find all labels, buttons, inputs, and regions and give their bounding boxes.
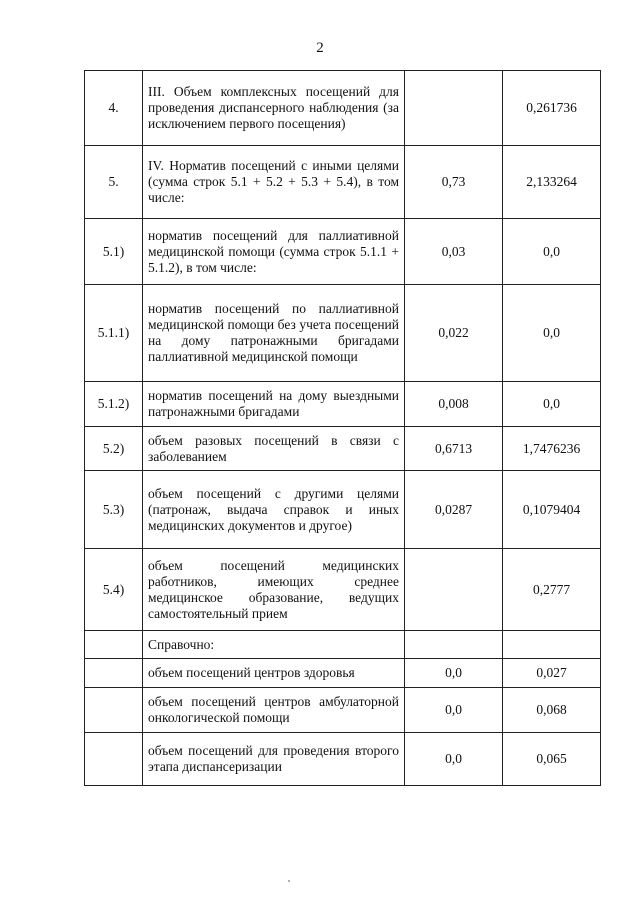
row-description: III. Объем комплексных посещений для проведения диспансерного наблюдения (за исключением первого посещения): [143, 71, 405, 146]
row-description: норматив посещений для паллиативной медицинской помощи (сумма строк 5.1.1 + 5.1.2), в том числе:: [143, 219, 405, 285]
row-description: IV. Норматив посещений с иными целями (сумма строк 5.1 + 5.2 + 5.3 + 5.4), в том числе:: [143, 146, 405, 219]
row-number: 5.4): [85, 549, 143, 631]
row-description: объем посещений центров амбулаторной онкологической помощи: [143, 688, 405, 733]
value-col-1: 0,008: [405, 382, 503, 427]
row-number: 5.: [85, 146, 143, 219]
row-description: Справочно:: [143, 631, 405, 659]
value-col-1: 0,0: [405, 659, 503, 688]
value-col-2: 0,0: [503, 219, 601, 285]
table-row: [85, 146, 601, 219]
value-col-2: 2,133264: [503, 146, 601, 219]
row-number: [85, 733, 143, 786]
table-row: [85, 285, 601, 382]
value-col-2: 0,2777: [503, 549, 601, 631]
row-description: объем посещений для проведения второго этапа диспансеризации: [143, 733, 405, 786]
row-description: норматив посещений по паллиативной медицинской помощи без учета посещений на дому патронажными бригадами паллиативной медицинской помощи: [143, 285, 405, 382]
row-description: объем посещений центров здоровья: [143, 659, 405, 688]
value-col-1: 0,0287: [405, 471, 503, 549]
row-description: объем разовых посещений в связи с заболеванием: [143, 427, 405, 471]
norms-table: [84, 70, 601, 786]
value-col-1: 0,0: [405, 688, 503, 733]
value-col-1: [405, 631, 503, 659]
row-description: объем посещений с другими целями (патронаж, выдача справок и иных медицинских документов и другое): [143, 471, 405, 549]
table-row: [85, 471, 601, 549]
value-col-1: 0,03: [405, 219, 503, 285]
row-number: 5.3): [85, 471, 143, 549]
scan-speck: [288, 880, 290, 882]
value-col-2: 0,0: [503, 382, 601, 427]
row-number: 5.1.1): [85, 285, 143, 382]
row-number: 5.2): [85, 427, 143, 471]
table-row: [85, 631, 601, 659]
value-col-1: 0,73: [405, 146, 503, 219]
row-number: 5.1): [85, 219, 143, 285]
value-col-1: [405, 71, 503, 146]
table-row: [85, 688, 601, 733]
table-row: [85, 549, 601, 631]
value-col-2: 0,065: [503, 733, 601, 786]
value-col-2: 0,068: [503, 688, 601, 733]
table-row: [85, 219, 601, 285]
row-number: [85, 688, 143, 733]
row-number: [85, 631, 143, 659]
value-col-2: 0,0: [503, 285, 601, 382]
value-col-2: [503, 631, 601, 659]
table-row: [85, 382, 601, 427]
value-col-1: 0,6713: [405, 427, 503, 471]
row-description: норматив посещений на дому выездными патронажными бригадами: [143, 382, 405, 427]
table-row: [85, 427, 601, 471]
value-col-1: 0,0: [405, 733, 503, 786]
value-col-1: [405, 549, 503, 631]
row-number: 5.1.2): [85, 382, 143, 427]
row-description: объем посещений медицинских работников, имеющих среднее медицинское образование, ведущих самостоятельный прием: [143, 549, 405, 631]
value-col-2: 0,027: [503, 659, 601, 688]
page-number: 2: [316, 40, 324, 56]
table-row: [85, 71, 601, 146]
row-number: 4.: [85, 71, 143, 146]
table-row: [85, 659, 601, 688]
value-col-1: 0,022: [405, 285, 503, 382]
value-col-2: 0,1079404: [503, 471, 601, 549]
table-row: [85, 733, 601, 786]
value-col-2: 1,7476236: [503, 427, 601, 471]
value-col-2: 0,261736: [503, 71, 601, 146]
row-number: [85, 659, 143, 688]
